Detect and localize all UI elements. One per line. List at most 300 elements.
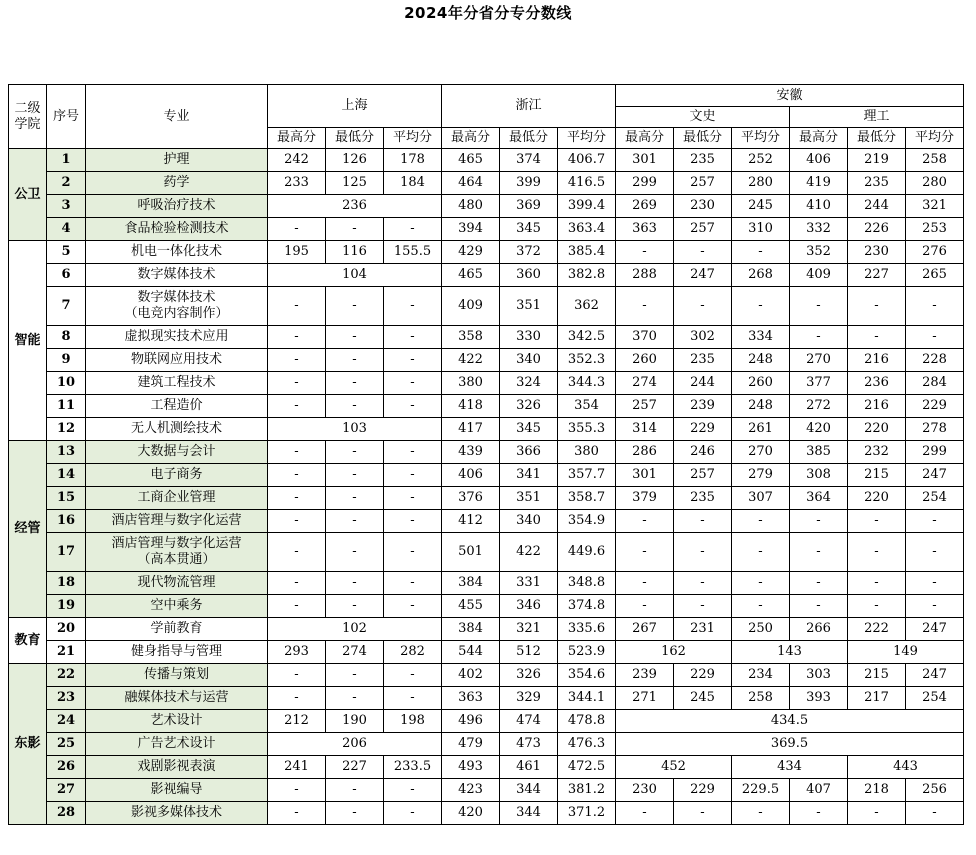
major-name xyxy=(86,756,268,779)
anhui-wenshi-max: 301 xyxy=(616,149,674,172)
anhui-ligong-avg: 229 xyxy=(906,395,964,418)
zhejiang-max: 384 xyxy=(442,618,500,641)
anhui-wenshi-avg: 268 xyxy=(732,264,790,287)
anhui-ligong-max: 308 xyxy=(790,464,848,487)
zhejiang-max: 363 xyxy=(442,687,500,710)
major-name xyxy=(86,687,268,710)
zhejiang-avg: 354.6 xyxy=(558,664,616,687)
anhui-ligong-avg: 247 xyxy=(906,664,964,687)
shanghai-avg: - xyxy=(384,372,442,395)
zhejiang-avg: 523.9 xyxy=(558,641,616,664)
row-index: 28 xyxy=(47,802,86,825)
zhejiang-avg: 416.5 xyxy=(558,172,616,195)
shanghai-avg: 178 xyxy=(384,149,442,172)
zhejiang-max: 479 xyxy=(442,733,500,756)
anhui-ligong-max: 266 xyxy=(790,618,848,641)
anhui-wenshi-avg: 252 xyxy=(732,149,790,172)
major-name xyxy=(86,664,268,687)
anhui-merged-score: 434.5 xyxy=(616,710,964,733)
shanghai-max: - xyxy=(268,395,326,418)
row-index: 26 xyxy=(47,756,86,779)
anhui-wenshi-min: - xyxy=(674,533,732,572)
major-name xyxy=(86,349,268,372)
anhui-ligong-min: - xyxy=(848,287,906,326)
anhui-wenshi-avg: 280 xyxy=(732,172,790,195)
row-index: 22 xyxy=(47,664,86,687)
major-name xyxy=(86,595,268,618)
zhejiang-min: 341 xyxy=(500,464,558,487)
zhejiang-max: 422 xyxy=(442,349,500,372)
anhui-wenshi-min: 257 xyxy=(674,464,732,487)
zhejiang-min: 399 xyxy=(500,172,558,195)
shanghai-merged-score: 102 xyxy=(268,618,442,641)
anhui-wenshi-max: 301 xyxy=(616,464,674,487)
anhui-ligong-min: - xyxy=(848,533,906,572)
row-index: 16 xyxy=(47,510,86,533)
zhejiang-avg: 374.8 xyxy=(558,595,616,618)
zhejiang-min: 324 xyxy=(500,372,558,395)
zhejiang-min: 340 xyxy=(500,510,558,533)
anhui-merged-score-b: 143 xyxy=(732,641,848,664)
anhui-ligong-max: 352 xyxy=(790,241,848,264)
anhui-ligong-max: 272 xyxy=(790,395,848,418)
anhui-wenshi-avg: 279 xyxy=(732,464,790,487)
table-row xyxy=(9,710,964,733)
anhui-ligong-max: - xyxy=(790,533,848,572)
anhui-wenshi-min: 244 xyxy=(674,372,732,395)
header-ligong: 理工 xyxy=(790,107,964,128)
anhui-wenshi-avg: 260 xyxy=(732,372,790,395)
shanghai-max: 293 xyxy=(268,641,326,664)
major-name-line: 艺术设计 xyxy=(150,713,203,728)
major-name xyxy=(86,533,268,572)
major-name-line: 物联网应用技术 xyxy=(130,352,222,367)
anhui-ligong-max: 409 xyxy=(790,264,848,287)
shanghai-avg: 155.5 xyxy=(384,241,442,264)
major-name-line: 学前教育 xyxy=(150,621,203,636)
anhui-ligong-avg: 247 xyxy=(906,618,964,641)
table-row xyxy=(9,195,964,218)
zhejiang-avg: 385.4 xyxy=(558,241,616,264)
anhui-ligong-max: - xyxy=(790,595,848,618)
anhui-wenshi-max: 314 xyxy=(616,418,674,441)
major-name xyxy=(86,510,268,533)
shanghai-max: 241 xyxy=(268,756,326,779)
anhui-ligong-min: - xyxy=(848,595,906,618)
table-row xyxy=(9,641,964,664)
anhui-wenshi-min: - xyxy=(674,595,732,618)
row-index: 3 xyxy=(47,195,86,218)
anhui-wenshi-avg: 307 xyxy=(732,487,790,510)
anhui-wenshi-min: 229 xyxy=(674,664,732,687)
anhui-ligong-avg: 265 xyxy=(906,264,964,287)
anhui-ligong-avg: - xyxy=(906,287,964,326)
anhui-wenshi-min: 230 xyxy=(674,195,732,218)
zhejiang-min: 473 xyxy=(500,733,558,756)
shanghai-min: 126 xyxy=(326,149,384,172)
shanghai-avg: - xyxy=(384,487,442,510)
anhui-wenshi-avg: - xyxy=(732,533,790,572)
zhejiang-avg: 406.7 xyxy=(558,149,616,172)
major-name-line: 广告艺术设计 xyxy=(137,736,216,751)
major-name-subline: （高本贯通） xyxy=(137,552,216,567)
anhui-ligong-max: 407 xyxy=(790,779,848,802)
zhejiang-min: 326 xyxy=(500,664,558,687)
major-name xyxy=(86,802,268,825)
anhui-wenshi-min: 247 xyxy=(674,264,732,287)
anhui-ligong-avg: 278 xyxy=(906,418,964,441)
major-name-line: 工商企业管理 xyxy=(137,490,216,505)
shanghai-min: - xyxy=(326,287,384,326)
zhejiang-avg: 399.4 xyxy=(558,195,616,218)
anhui-wenshi-max: 379 xyxy=(616,487,674,510)
major-name-line: 传播与策划 xyxy=(143,667,209,682)
anhui-wenshi-max: 271 xyxy=(616,687,674,710)
shanghai-avg: - xyxy=(384,687,442,710)
anhui-ligong-min: - xyxy=(848,510,906,533)
anhui-ligong-max: 377 xyxy=(790,372,848,395)
major-name xyxy=(86,372,268,395)
shanghai-merged-score: 206 xyxy=(268,733,442,756)
shanghai-max: - xyxy=(268,533,326,572)
zhejiang-avg: 371.2 xyxy=(558,802,616,825)
anhui-wenshi-max: 363 xyxy=(616,218,674,241)
zhejiang-max: 394 xyxy=(442,218,500,241)
major-name xyxy=(86,464,268,487)
anhui-ligong-max: 303 xyxy=(790,664,848,687)
major-name-subline: （电竞内容制作） xyxy=(124,306,229,321)
major-name-line: 融媒体技术与运营 xyxy=(124,690,229,705)
zhejiang-avg: 476.3 xyxy=(558,733,616,756)
zhejiang-min: 321 xyxy=(500,618,558,641)
major-name-line: 数字媒体技术 xyxy=(137,290,216,305)
table-row xyxy=(9,802,964,825)
header-anhui-ligong-avg: 平均分 xyxy=(906,128,964,149)
table-row xyxy=(9,510,964,533)
shanghai-avg: - xyxy=(384,779,442,802)
zhejiang-avg: 348.8 xyxy=(558,572,616,595)
zhejiang-max: 409 xyxy=(442,287,500,326)
row-index: 12 xyxy=(47,418,86,441)
major-name xyxy=(86,710,268,733)
zhejiang-max: 496 xyxy=(442,710,500,733)
major-name xyxy=(86,779,268,802)
major-name-line: 药学 xyxy=(163,175,190,190)
zhejiang-avg: 352.3 xyxy=(558,349,616,372)
anhui-wenshi-avg: 334 xyxy=(732,326,790,349)
anhui-wenshi-avg: - xyxy=(732,287,790,326)
shanghai-avg: 282 xyxy=(384,641,442,664)
anhui-wenshi-min: - xyxy=(674,287,732,326)
page-title: 2024年分省分专分数线 xyxy=(404,4,572,22)
anhui-ligong-max: 420 xyxy=(790,418,848,441)
header-anhui-wenshi-avg: 平均分 xyxy=(732,128,790,149)
shanghai-min: 190 xyxy=(326,710,384,733)
major-name xyxy=(86,487,268,510)
anhui-wenshi-avg: - xyxy=(732,595,790,618)
table-row xyxy=(9,687,964,710)
major-name xyxy=(86,149,268,172)
row-index: 10 xyxy=(47,372,86,395)
anhui-wenshi-max: 230 xyxy=(616,779,674,802)
row-index: 23 xyxy=(47,687,86,710)
shanghai-max: - xyxy=(268,287,326,326)
shanghai-min: - xyxy=(326,779,384,802)
shanghai-max: 195 xyxy=(268,241,326,264)
anhui-wenshi-min: 229 xyxy=(674,418,732,441)
header-zhejiang-avg: 平均分 xyxy=(558,128,616,149)
anhui-ligong-min: 230 xyxy=(848,241,906,264)
row-index: 13 xyxy=(47,441,86,464)
anhui-merged-score-b: 434 xyxy=(732,756,848,779)
zhejiang-min: 369 xyxy=(500,195,558,218)
anhui-ligong-min: 236 xyxy=(848,372,906,395)
shanghai-min: - xyxy=(326,326,384,349)
anhui-wenshi-avg: 234 xyxy=(732,664,790,687)
shanghai-min: - xyxy=(326,218,384,241)
row-index: 21 xyxy=(47,641,86,664)
anhui-wenshi-avg: 258 xyxy=(732,687,790,710)
shanghai-avg: 184 xyxy=(384,172,442,195)
major-name-line: 影视多媒体技术 xyxy=(130,805,222,820)
anhui-wenshi-min: 245 xyxy=(674,687,732,710)
zhejiang-avg: 449.6 xyxy=(558,533,616,572)
zhejiang-min: 340 xyxy=(500,349,558,372)
header-anhui-wenshi-max: 最高分 xyxy=(616,128,674,149)
score-table xyxy=(8,84,964,825)
shanghai-max: - xyxy=(268,687,326,710)
table-row xyxy=(9,595,964,618)
shanghai-avg: - xyxy=(384,441,442,464)
zhejiang-max: 423 xyxy=(442,779,500,802)
anhui-wenshi-min: 239 xyxy=(674,395,732,418)
anhui-wenshi-max: 257 xyxy=(616,395,674,418)
zhejiang-min: 366 xyxy=(500,441,558,464)
header-anhui-ligong-max: 最高分 xyxy=(790,128,848,149)
table-row xyxy=(9,418,964,441)
zhejiang-max: 544 xyxy=(442,641,500,664)
table-row xyxy=(9,618,964,641)
anhui-wenshi-min: 257 xyxy=(674,218,732,241)
zhejiang-avg: 354.9 xyxy=(558,510,616,533)
college-cell: 东影 xyxy=(9,664,47,825)
row-index: 11 xyxy=(47,395,86,418)
shanghai-min: 116 xyxy=(326,241,384,264)
table-row xyxy=(9,287,964,326)
zhejiang-max: 465 xyxy=(442,264,500,287)
zhejiang-max: 376 xyxy=(442,487,500,510)
row-index: 24 xyxy=(47,710,86,733)
anhui-wenshi-avg: 270 xyxy=(732,441,790,464)
college-cell: 经管 xyxy=(9,441,47,618)
anhui-wenshi-avg: 245 xyxy=(732,195,790,218)
anhui-ligong-min: 235 xyxy=(848,172,906,195)
header-row-1 xyxy=(9,85,964,107)
anhui-ligong-avg: 299 xyxy=(906,441,964,464)
anhui-ligong-avg: - xyxy=(906,595,964,618)
anhui-wenshi-max: 299 xyxy=(616,172,674,195)
table-row xyxy=(9,664,964,687)
major-name xyxy=(86,195,268,218)
zhejiang-max: 384 xyxy=(442,572,500,595)
anhui-wenshi-max: 288 xyxy=(616,264,674,287)
table-row xyxy=(9,395,964,418)
anhui-wenshi-max: 239 xyxy=(616,664,674,687)
shanghai-avg: - xyxy=(384,287,442,326)
anhui-wenshi-avg: 229.5 xyxy=(732,779,790,802)
shanghai-avg: 198 xyxy=(384,710,442,733)
zhejiang-min: 330 xyxy=(500,326,558,349)
zhejiang-min: 331 xyxy=(500,572,558,595)
anhui-ligong-min: 216 xyxy=(848,349,906,372)
anhui-wenshi-avg: - xyxy=(732,510,790,533)
header-anhui: 安徽 xyxy=(616,85,964,107)
major-name-line: 机电一体化技术 xyxy=(130,244,222,259)
college-cell: 智能 xyxy=(9,241,47,441)
row-index: 27 xyxy=(47,779,86,802)
anhui-wenshi-min: - xyxy=(674,802,732,825)
anhui-wenshi-avg: 248 xyxy=(732,349,790,372)
row-index: 7 xyxy=(47,287,86,326)
zhejiang-max: 501 xyxy=(442,533,500,572)
anhui-ligong-max: 406 xyxy=(790,149,848,172)
row-index: 17 xyxy=(47,533,86,572)
anhui-ligong-min: 226 xyxy=(848,218,906,241)
major-name xyxy=(86,418,268,441)
shanghai-max: 233 xyxy=(268,172,326,195)
anhui-wenshi-max: - xyxy=(616,287,674,326)
anhui-wenshi-avg: 261 xyxy=(732,418,790,441)
anhui-wenshi-min: - xyxy=(674,572,732,595)
anhui-ligong-max: - xyxy=(790,802,848,825)
zhejiang-avg: 354 xyxy=(558,395,616,418)
zhejiang-max: 465 xyxy=(442,149,500,172)
major-name xyxy=(86,641,268,664)
anhui-ligong-avg: - xyxy=(906,802,964,825)
anhui-wenshi-avg: - xyxy=(732,241,790,264)
major-name-line: 呼吸治疗技术 xyxy=(137,198,216,213)
zhejiang-min: 512 xyxy=(500,641,558,664)
anhui-merged-score-c: 443 xyxy=(848,756,964,779)
anhui-wenshi-max: 269 xyxy=(616,195,674,218)
shanghai-min: - xyxy=(326,595,384,618)
shanghai-max: - xyxy=(268,510,326,533)
shanghai-min: - xyxy=(326,510,384,533)
zhejiang-max: 464 xyxy=(442,172,500,195)
table-row xyxy=(9,241,964,264)
anhui-ligong-max: - xyxy=(790,287,848,326)
anhui-wenshi-max: 267 xyxy=(616,618,674,641)
shanghai-min: - xyxy=(326,395,384,418)
major-name xyxy=(86,572,268,595)
row-index: 8 xyxy=(47,326,86,349)
anhui-ligong-min: 220 xyxy=(848,418,906,441)
anhui-wenshi-min: - xyxy=(674,510,732,533)
shanghai-max: - xyxy=(268,572,326,595)
shanghai-max: - xyxy=(268,372,326,395)
shanghai-min: - xyxy=(326,533,384,572)
shanghai-max: 242 xyxy=(268,149,326,172)
major-name xyxy=(86,172,268,195)
header-zhejiang-min: 最低分 xyxy=(500,128,558,149)
anhui-ligong-min: 232 xyxy=(848,441,906,464)
anhui-wenshi-min: 229 xyxy=(674,779,732,802)
anhui-ligong-avg: 254 xyxy=(906,487,964,510)
row-index: 2 xyxy=(47,172,86,195)
header-anhui-wenshi-min: 最低分 xyxy=(674,128,732,149)
anhui-wenshi-avg: 310 xyxy=(732,218,790,241)
anhui-ligong-min: 218 xyxy=(848,779,906,802)
shanghai-avg: - xyxy=(384,572,442,595)
shanghai-min: 125 xyxy=(326,172,384,195)
anhui-ligong-avg: 254 xyxy=(906,687,964,710)
anhui-wenshi-max: - xyxy=(616,572,674,595)
anhui-ligong-avg: 280 xyxy=(906,172,964,195)
anhui-ligong-max: 332 xyxy=(790,218,848,241)
shanghai-max: - xyxy=(268,218,326,241)
shanghai-avg: - xyxy=(384,510,442,533)
zhejiang-min: 329 xyxy=(500,687,558,710)
table-row xyxy=(9,264,964,287)
zhejiang-min: 345 xyxy=(500,418,558,441)
zhejiang-avg: 342.5 xyxy=(558,326,616,349)
row-index: 15 xyxy=(47,487,86,510)
table-row xyxy=(9,372,964,395)
zhejiang-avg: 380 xyxy=(558,441,616,464)
shanghai-merged-score: 103 xyxy=(268,418,442,441)
zhejiang-max: 402 xyxy=(442,664,500,687)
shanghai-min: - xyxy=(326,572,384,595)
row-index: 14 xyxy=(47,464,86,487)
shanghai-min: - xyxy=(326,487,384,510)
major-name xyxy=(86,441,268,464)
anhui-wenshi-max: 370 xyxy=(616,326,674,349)
zhejiang-max: 406 xyxy=(442,464,500,487)
shanghai-min: - xyxy=(326,802,384,825)
major-name xyxy=(86,395,268,418)
shanghai-max: - xyxy=(268,664,326,687)
shanghai-avg: - xyxy=(384,595,442,618)
anhui-wenshi-max: - xyxy=(616,802,674,825)
table-row xyxy=(9,172,964,195)
header-shanghai-avg: 平均分 xyxy=(384,128,442,149)
major-name xyxy=(86,241,268,264)
zhejiang-avg: 358.7 xyxy=(558,487,616,510)
shanghai-max: - xyxy=(268,464,326,487)
anhui-ligong-min: - xyxy=(848,572,906,595)
row-index: 19 xyxy=(47,595,86,618)
anhui-ligong-min: 219 xyxy=(848,149,906,172)
major-name-line: 工程造价 xyxy=(150,398,203,413)
zhejiang-max: 420 xyxy=(442,802,500,825)
shanghai-max: - xyxy=(268,441,326,464)
shanghai-min: 274 xyxy=(326,641,384,664)
major-name-line: 戏剧影视表演 xyxy=(137,759,216,774)
anhui-ligong-min: - xyxy=(848,802,906,825)
zhejiang-avg: 362 xyxy=(558,287,616,326)
zhejiang-max: 429 xyxy=(442,241,500,264)
zhejiang-avg: 357.7 xyxy=(558,464,616,487)
anhui-wenshi-min: - xyxy=(674,241,732,264)
anhui-wenshi-max: 286 xyxy=(616,441,674,464)
major-name xyxy=(86,287,268,326)
shanghai-avg: 233.5 xyxy=(384,756,442,779)
zhejiang-min: 372 xyxy=(500,241,558,264)
anhui-ligong-min: 216 xyxy=(848,395,906,418)
shanghai-min: - xyxy=(326,687,384,710)
shanghai-max: - xyxy=(268,487,326,510)
anhui-ligong-min: 215 xyxy=(848,664,906,687)
